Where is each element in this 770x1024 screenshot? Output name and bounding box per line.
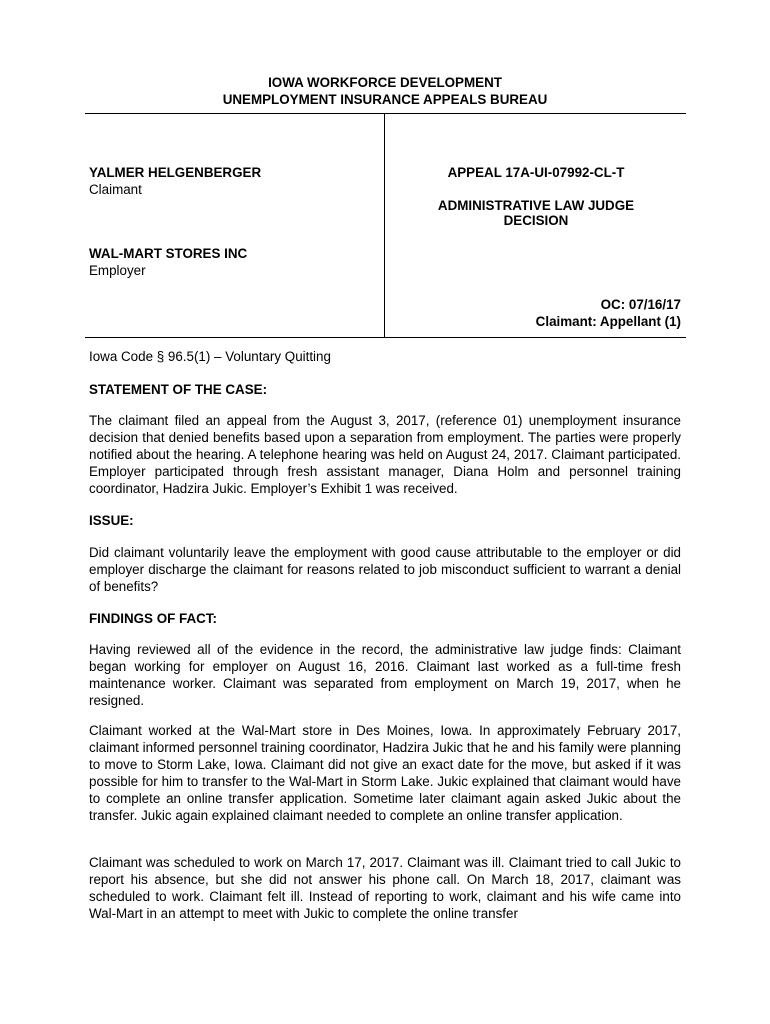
issue-heading: ISSUE: <box>89 513 134 528</box>
statement-heading: STATEMENT OF THE CASE: <box>89 382 268 397</box>
statement-paragraph: The claimant filed an appeal from the August 3, 2017, (reference 01) unemployment insurance decision that denied benefits based upon a separation from employment. The parties were properly notified about the hearing. A telephone hearing was held on August 24, 2017. Claimant participated. Employer participated through fresh assistant manager, Diana Holm and personnel training coordinator, Hadzira Jukic. Employer’s Exhibit 1 was received. <box>89 413 681 496</box>
appellant-line: Claimant: Appellant (1) <box>535 314 681 329</box>
header-rule-bottom <box>85 337 686 338</box>
agency-name: IOWA WORKFORCE DEVELOPMENT <box>268 75 502 90</box>
findings-paragraph-3: Claimant was scheduled to work on March 17, 2017. Claimant was ill. Claimant tried to call Jukic to report his absence, but she did not answer his phone call. On March 18, 2017, claimant was scheduled to work. Claimant felt ill. Instead of reporting to work, claimant and his wife came into Wal-Mart in an attempt to meet with Jukic to complete the online transfer <box>89 855 681 921</box>
decision-title-line2: DECISION <box>503 213 569 228</box>
findings-paragraph-2: Claimant worked at the Wal-Mart store in Des Moines, Iowa. In approximately February 2017, claimant informed personnel training coordinator, Hadzira Jukic that he and his family were planning to move to Storm Lake, Iowa. Claimant did not give an exact date for the move, but asked if it was possible for him to transfer to the Wal-Mart in Storm Lake. Jukic explained that claimant would have to complete an online transfer application. Sometime later claimant again asked Jukic about the transfer. Jukic again explained claimant needed to complete an online transfer application. <box>89 723 681 823</box>
claimant-role: Claimant <box>89 182 142 197</box>
header-column-divider <box>384 113 385 337</box>
code-section: Iowa Code § 96.5(1) – Voluntary Quitting <box>89 349 331 364</box>
findings-paragraph-1: Having reviewed all of the evidence in the record, the administrative law judge finds: Claimant began working for employer on August 16, 2016. Claimant last worked as a full-time fresh maintenance worker. Claimant was separated from employment on March 19, 2017, when he resigned. <box>89 642 681 708</box>
header-rule-top <box>85 113 686 114</box>
appeal-number: APPEAL 17A-UI-07992-CL-T <box>447 165 625 180</box>
findings-heading: FINDINGS OF FACT: <box>89 611 217 626</box>
employer-role: Employer <box>89 263 146 278</box>
decision-title-line1: ADMINISTRATIVE LAW JUDGE <box>437 198 635 213</box>
bureau-name: UNEMPLOYMENT INSURANCE APPEALS BUREAU <box>222 92 548 107</box>
claimant-name: YALMER HELGENBERGER <box>89 165 262 180</box>
employer-name: WAL-MART STORES INC <box>89 246 248 261</box>
oc-date: OC: 07/16/17 <box>600 297 681 312</box>
issue-paragraph: Did claimant voluntarily leave the employment with good cause attributable to the employer or did employer discharge the claimant for reasons related to job misconduct sufficient to warrant a denial of benefits? <box>89 545 681 594</box>
